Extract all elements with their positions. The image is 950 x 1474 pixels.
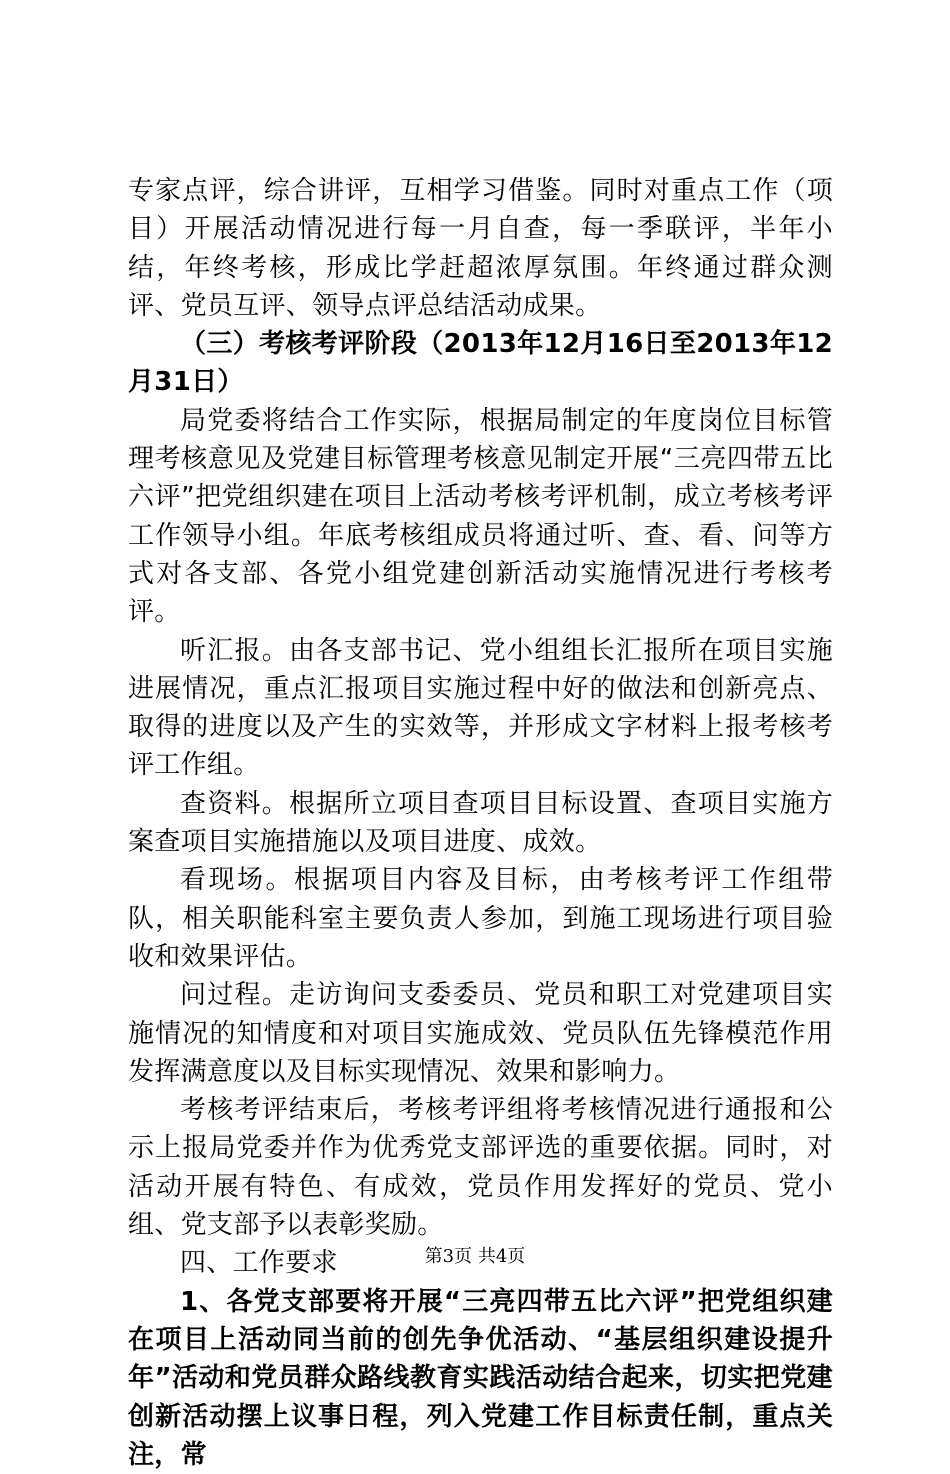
- paragraph-after-assessment: 考核考评结束后，考核考评组将考核情况进行通报和公示上报局党委并作为优秀党支部评选的重要依据。同时，对活动开展有特色、有成效，党员作用发挥好的党员、党小组、党支部予以表彰奖励。: [128, 1095, 833, 1241]
- section-heading-assessment-stage: （三）考核考评阶段（2013年12月16日至2013年12月31日）: [128, 329, 833, 398]
- page-number-footer: 第3页 共4页: [424, 1246, 526, 1267]
- paragraph-3: 局党委将结合工作实际，根据局制定的年度岗位目标管理考核意见及党建目标管理考核意见制定开展“三亮四带五比六评”把党组织建在项目上活动考核考评机制，成立考核考评工作领导小组。年底考核组成员将通过听、查、看、问等方式对各支部、各党小组党建创新活动实施情况进行考核考评。: [128, 405, 833, 628]
- paragraph-requirement-1: 1、各党支部要将开展“三亮四带五比六评”把党组织建在项目上活动同当前的创先争优活动、“基层组织建设提升年”活动和党员群众路线教育实践活动结合起来，切实把党建创新活动摆上议事日程，列入党建工作目标责任制，重点关注，常: [128, 1286, 833, 1470]
- paragraph-1: 专家点评，综合讲评，互相学习借鉴。同时对重点工作（项目）开展活动情况进行每一月自查，每一季联评，半年小结，年终考核，形成比学赶超浓厚氛围。年终通过群众测评、党员互评、领导点评总结活动成果。: [128, 176, 833, 321]
- document-body: [128, 172, 833, 1474]
- paragraph-listen-report: 听汇报。由各支部书记、党小组组长汇报所在项目实施进展情况，重点汇报项目实施过程中好的做法和创新亮点、取得的进度以及产生的实效等，并形成文字材料上报考核考评工作组。: [128, 635, 833, 781]
- paragraph-inspect-site: 看现场。根据项目内容及目标，由考核考评工作组带队，相关职能科室主要负责人参加，到施工现场进行项目验收和效果评估。: [128, 865, 833, 972]
- paragraph-check-materials: 查资料。根据所立项目查项目目标设置、查项目实施方案查项目实施措施以及项目进度、成效。: [128, 788, 833, 858]
- paragraph-ask-process: 问过程。走访询问支委委员、党员和职工对党建项目实施情况的知情度和对项目实施成效、党员队伍先锋模范作用发挥满意度以及目标实现情况、效果和影响力。: [128, 980, 833, 1087]
- section-heading-work-requirements: 四、工作要求: [180, 1248, 338, 1279]
